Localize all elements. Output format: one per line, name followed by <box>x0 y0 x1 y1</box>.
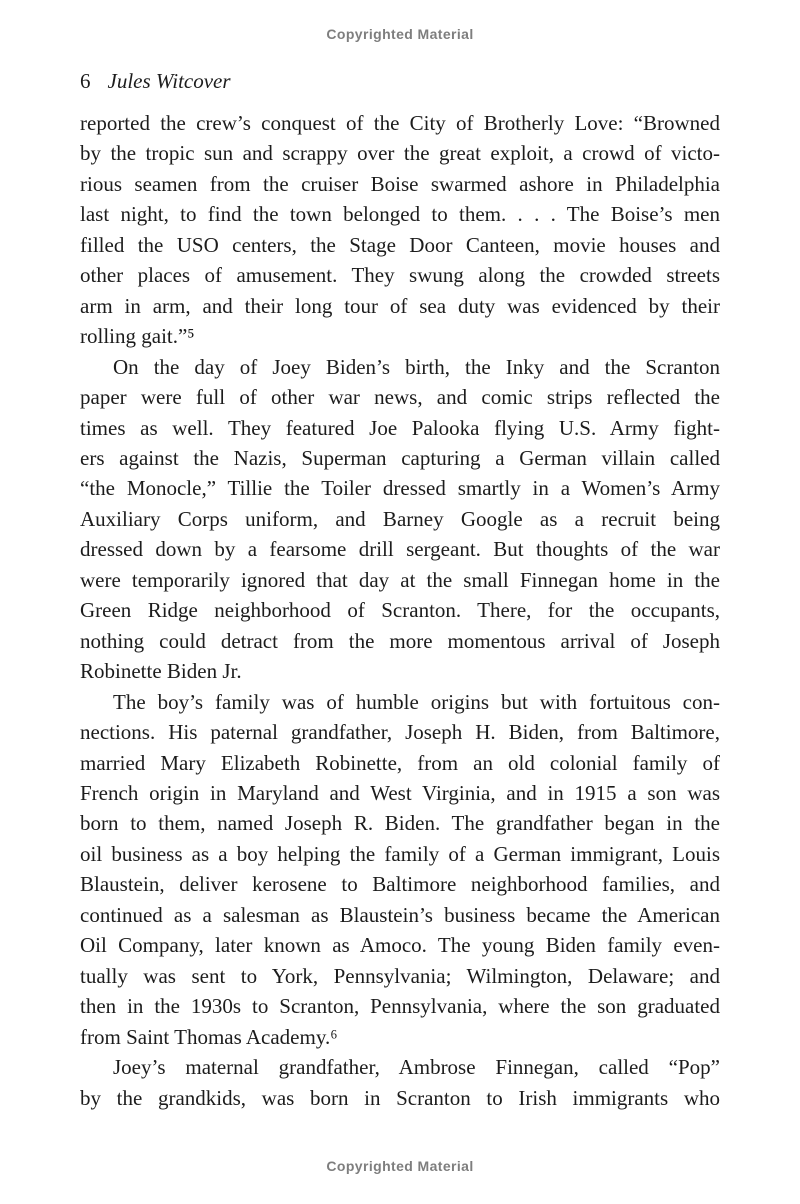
body-text <box>80 108 720 1113</box>
text-line: Oil Company, later known as Amoco. The young Biden family even- <box>80 933 720 958</box>
copyright-notice-top: Copyrighted Material <box>326 26 474 42</box>
text-line: born to them, named Joseph R. Biden. The grandfather began in the <box>80 811 720 836</box>
text-line: times as well. They featured Joe Palooka flying U.S. Army fight- <box>80 415 720 440</box>
text-line: nothing could detract from the more momentous arrival of Joseph <box>80 628 720 653</box>
text-line: Green Ridge neighborhood of Scranton. There, for the occupants, <box>80 598 720 623</box>
text-line: Blaustein, deliver kerosene to Baltimore neighborhood families, and <box>80 872 720 897</box>
text-line: were temporarily ignored that day at the small Finnegan home in the <box>80 567 720 592</box>
text-line: arm in arm, and their long tour of sea duty was evidenced by their <box>80 293 720 318</box>
page-number: 6 <box>80 69 91 93</box>
text-line: then in the 1930s to Scranton, Pennsylvania, where the son graduated <box>80 994 720 1019</box>
text-line: married Mary Elizabeth Robinette, from an old colonial family of <box>80 750 720 775</box>
text-line: The boy’s family was of humble origins but with fortuitous con- <box>113 689 720 714</box>
text-line: from Saint Thomas Academy.⁶ <box>80 1024 338 1049</box>
text-line: by the grandkids, was born in Scranton to Irish immigrants who <box>80 1085 720 1110</box>
text-line: Auxiliary Corps uniform, and Barney Google as a recruit being <box>80 506 720 531</box>
text-line: Robinette Biden Jr. <box>80 659 242 684</box>
text-line: other places of amusement. They swung along the crowded streets <box>80 263 720 288</box>
text-line: ers against the Nazis, Superman capturing a German villain called <box>80 445 720 470</box>
running-head-author: Jules Witcover <box>107 69 231 93</box>
text-line: by the tropic sun and scrappy over the great exploit, a crowd of victo- <box>80 141 720 166</box>
text-line: dressed down by a fearsome drill sergeant. But thoughts of the war <box>80 537 720 562</box>
text-line: “the Monocle,” Tillie the Toiler dressed smartly in a Women’s Army <box>80 476 720 501</box>
text-line: rious seamen from the cruiser Boise swarmed ashore in Philadelphia <box>80 171 720 196</box>
text-line: nections. His paternal grandfather, Joseph H. Biden, from Baltimore, <box>80 720 720 745</box>
text-line: paper were full of other war news, and comic strips reflected the <box>80 385 720 410</box>
text-line: oil business as a boy helping the family of a German immigrant, Louis <box>80 841 720 866</box>
copyright-notice-bottom: Copyrighted Material <box>326 1158 474 1174</box>
text-line: continued as a salesman as Blaustein’s business became the American <box>80 902 720 927</box>
running-head <box>80 69 231 94</box>
text-line: rolling gait.”⁵ <box>80 324 195 349</box>
text-line: tually was sent to York, Pennsylvania; Wilmington, Delaware; and <box>80 963 720 988</box>
text-line: On the day of Joey Biden’s birth, the Inky and the Scranton <box>113 354 720 379</box>
text-line: French origin in Maryland and West Virginia, and in 1915 a son was <box>80 780 720 805</box>
text-line: reported the crew’s conquest of the City of Brotherly Love: “Browned <box>80 111 720 135</box>
text-line: Joey’s maternal grandfather, Ambrose Finnegan, called “Pop” <box>113 1055 720 1080</box>
text-line: last night, to find the town belonged to them. . . . The Boise’s men <box>80 202 720 227</box>
text-line: filled the USO centers, the Stage Door Canteen, movie houses and <box>80 232 720 257</box>
